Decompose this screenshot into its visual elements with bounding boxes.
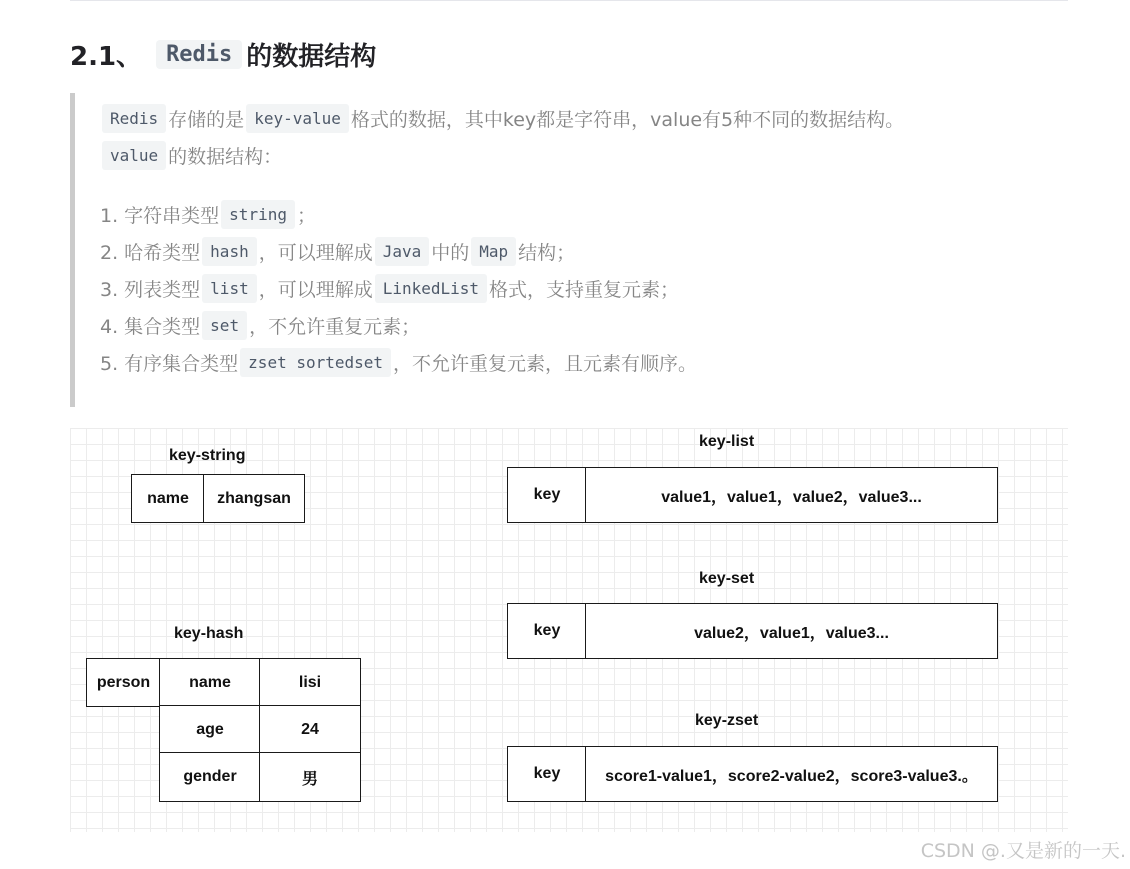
inline-code-redis: Redis bbox=[102, 104, 166, 133]
list-item-text: 中的 bbox=[431, 241, 470, 264]
hash-value-cell: 24 bbox=[259, 705, 361, 754]
zset-key-cell: key bbox=[507, 746, 587, 802]
intro-text-1: 存储的是 bbox=[168, 108, 245, 131]
list-item-text: 2. 哈希类型 bbox=[100, 241, 201, 264]
list-item-text: ； bbox=[296, 204, 316, 227]
inline-code: set bbox=[202, 311, 247, 340]
intro-line-2 bbox=[100, 138, 282, 172]
string-key-cell: name bbox=[131, 474, 205, 523]
csdn-watermark: CSDN @.又是新的一天. bbox=[920, 840, 1126, 862]
list-item-text: ，可以理解成 bbox=[258, 278, 373, 301]
list-item-text: 格式，支持重复元素； bbox=[489, 278, 680, 301]
heading-code-redis: Redis bbox=[156, 40, 242, 69]
key-string-label: key-string bbox=[169, 447, 246, 464]
intro-text-2: 格式的数据，其中key都是字符串，value有5种不同的数据结构。 bbox=[350, 108, 905, 131]
list-item-text: 1. 字符串类型 bbox=[100, 204, 220, 227]
list-item-hash bbox=[100, 234, 575, 268]
string-value-cell: zhangsan bbox=[203, 474, 305, 523]
key-list-label: key-list bbox=[699, 433, 755, 450]
zset-value-cell: score1-value1，score2-value2，score3-value3.。 bbox=[585, 746, 998, 802]
list-key-cell: key bbox=[507, 467, 587, 523]
top-divider bbox=[70, 0, 1068, 1]
inline-code: Java bbox=[375, 237, 430, 266]
hash-field-cell: name bbox=[159, 658, 261, 707]
hash-value-cell: lisi bbox=[259, 658, 361, 707]
intro-text-3: 的数据结构： bbox=[168, 145, 283, 168]
redis-structure-diagram bbox=[70, 428, 1068, 832]
list-item-text: ，不允许重复元素，且元素有顺序。 bbox=[393, 352, 698, 375]
list-item-zset bbox=[100, 345, 697, 379]
section-heading bbox=[70, 34, 376, 74]
list-item-string bbox=[100, 197, 316, 231]
list-item-text: ，不允许重复元素； bbox=[249, 315, 421, 338]
inline-code: hash bbox=[202, 237, 257, 266]
set-value-cell: value2，value1，value3... bbox=[585, 603, 998, 659]
list-item-set bbox=[100, 308, 420, 342]
heading-text: 的数据结构 bbox=[246, 41, 377, 72]
hash-field-cell: gender bbox=[159, 752, 261, 802]
inline-code: string bbox=[221, 200, 295, 229]
intro-line-1 bbox=[100, 101, 904, 135]
hash-field-cell: age bbox=[159, 705, 261, 754]
inline-code: list bbox=[202, 274, 257, 303]
key-set-label: key-set bbox=[699, 570, 755, 587]
list-item-list bbox=[100, 271, 679, 305]
list-item-text: 5. 有序集合类型 bbox=[100, 352, 239, 375]
list-item-text: ，可以理解成 bbox=[258, 241, 373, 264]
list-item-text: 3. 列表类型 bbox=[100, 278, 201, 301]
inline-code-key-value: key-value bbox=[246, 104, 349, 133]
hash-key-cell: person bbox=[86, 658, 161, 707]
key-hash-label: key-hash bbox=[174, 625, 244, 642]
set-key-cell: key bbox=[507, 603, 587, 659]
section-number: 2.1、 bbox=[70, 41, 143, 72]
inline-code: zset sortedset bbox=[240, 348, 391, 377]
list-item-text: 结构； bbox=[518, 241, 576, 264]
list-value-cell: value1，value1，value2，value3... bbox=[585, 467, 998, 523]
key-zset-label: key-zset bbox=[695, 712, 759, 729]
inline-code: LinkedList bbox=[375, 274, 487, 303]
list-item-text: 4. 集合类型 bbox=[100, 315, 201, 338]
inline-code: Map bbox=[471, 237, 516, 266]
hash-value-cell: 男 bbox=[259, 752, 361, 802]
inline-code-value: value bbox=[102, 141, 166, 170]
blockquote bbox=[70, 93, 1068, 407]
